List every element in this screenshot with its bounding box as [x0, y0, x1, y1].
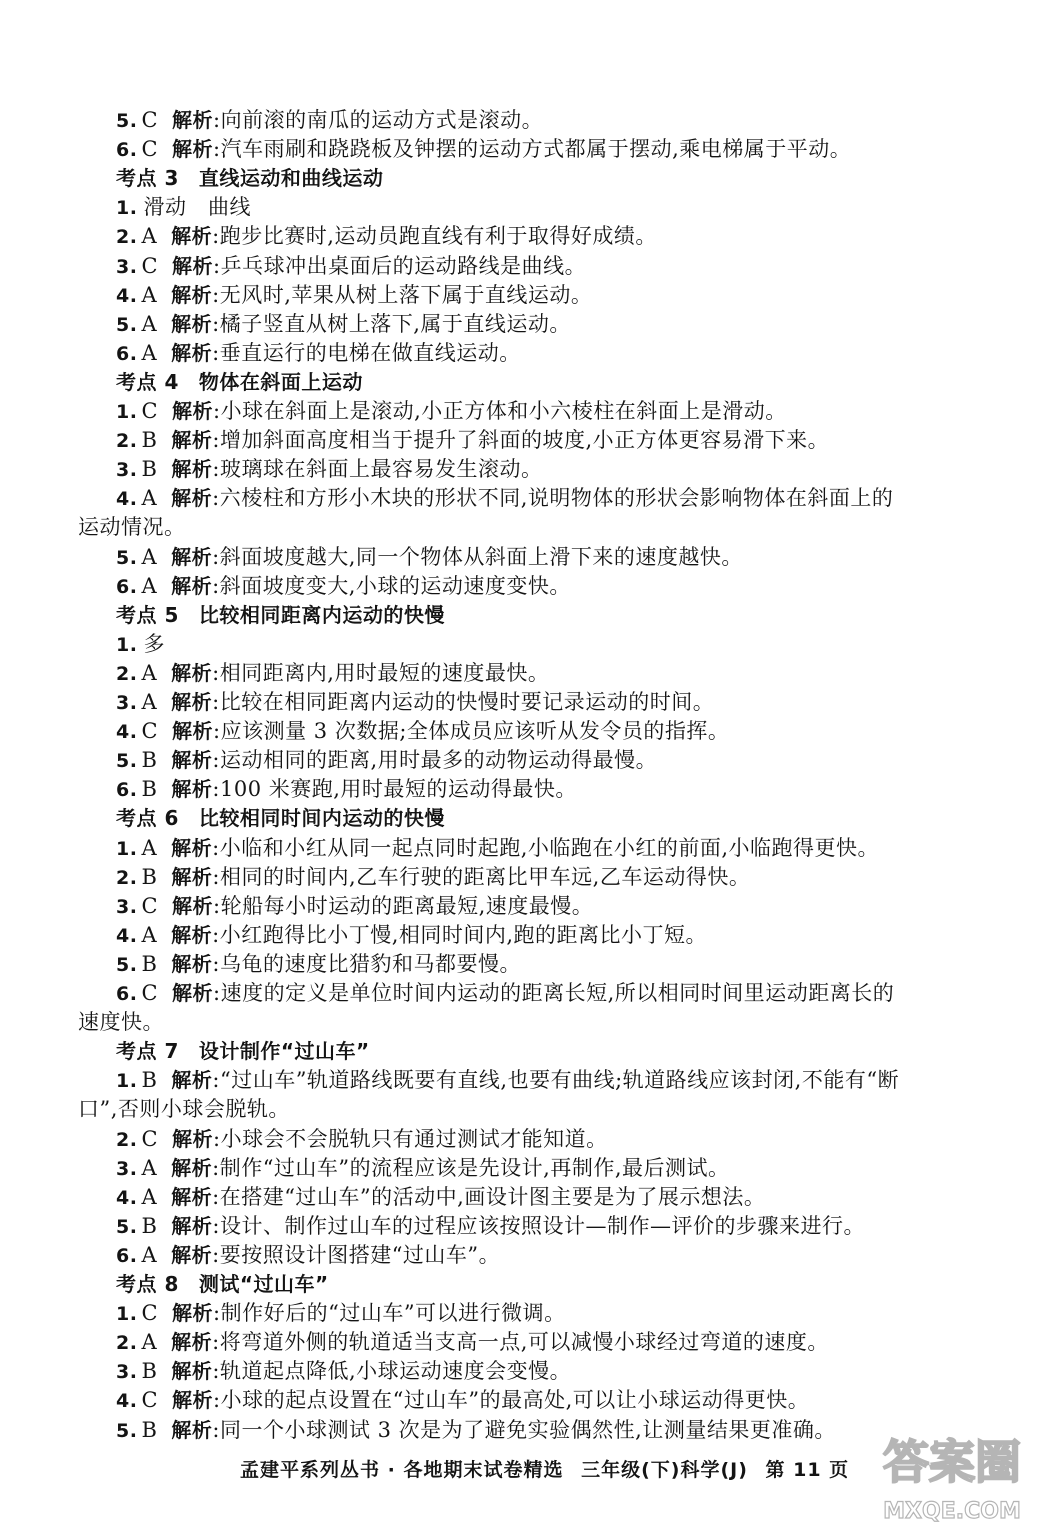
question-number: 3. — [116, 1361, 138, 1384]
section-heading — [116, 368, 363, 396]
section-heading — [116, 804, 445, 832]
answer-choice: A — [141, 282, 158, 307]
question-number: 4. — [116, 1186, 138, 1209]
answer-item — [116, 543, 743, 572]
answer-item — [116, 746, 657, 775]
answer-choice: A — [141, 1242, 158, 1267]
question-number: 1. — [116, 633, 138, 656]
question-number: 2. — [116, 1128, 138, 1151]
answer-choice: A — [141, 835, 158, 860]
answer-item — [116, 1386, 809, 1415]
answer-choice: C — [141, 137, 159, 162]
answer-item — [116, 950, 521, 979]
answer-item — [116, 1357, 571, 1386]
analysis-label: 解析 — [171, 1068, 213, 1093]
section-title: 比较相同距离内运动的快慢 — [198, 602, 445, 627]
answer-text: :小球在斜面上是滚动,小正方体和小六棱柱在斜面上是滑动。 — [213, 399, 787, 423]
answer-text: :“过山车”轨道路线既要有直线,也要有曲线;轨道路线应该封闭,不能有“断 — [212, 1068, 900, 1093]
analysis-label: 解析 — [172, 399, 214, 423]
question-number: 3. — [116, 1157, 138, 1180]
question-number: 1. — [116, 1070, 138, 1093]
answer-choice: A — [141, 224, 158, 249]
answer-item — [116, 455, 542, 484]
watermark-domain: MXQE.COM — [883, 1499, 1021, 1524]
answer-text: :在搭建“过山车”的活动中,画设计图主要是为了展示想法。 — [212, 1184, 766, 1209]
answer-text: :汽车雨刷和跷跷板及钟摆的运动方式都属于摆动,乘电梯属于平动。 — [213, 137, 852, 162]
analysis-label: 解析 — [171, 457, 213, 482]
answer-item — [116, 426, 829, 455]
answer-text: :玻璃球在斜面上最容易发生滚动。 — [212, 457, 543, 482]
answer-item — [116, 1328, 829, 1357]
answer-item — [116, 339, 521, 368]
answer-choice: C — [141, 253, 159, 278]
page-footer — [240, 1455, 859, 1482]
answer-text: :相同距离内,用时最短的速度最快。 — [212, 660, 550, 685]
analysis-label: 解析 — [171, 486, 213, 511]
answer-text: :向前滚的南瓜的运动方式是滚动。 — [213, 108, 544, 132]
answer-choice: A — [141, 1155, 158, 1180]
answer-item — [116, 1125, 608, 1154]
answer-item — [116, 1241, 500, 1270]
answer-text: :运动相同的距离,用时最多的动物运动得最慢。 — [212, 748, 658, 773]
question-number: 5. — [116, 110, 138, 132]
answer-text: :六棱柱和方形小木块的形状不同,说明物体的形状会影响物体在斜面上的 — [212, 486, 894, 511]
answer-item — [116, 1416, 836, 1445]
answer-item — [116, 775, 577, 804]
answer-text: :小球会不会脱轨只有通过测试才能知道。 — [213, 1126, 608, 1151]
answer-text: :轮船每小时运动的距离最短,速度最慢。 — [213, 893, 594, 918]
answer-choice: B — [141, 1359, 158, 1384]
question-number: 6. — [116, 342, 138, 365]
answer-item — [116, 1212, 865, 1241]
answer-choice: A — [141, 1330, 158, 1355]
answer-choice: A — [141, 544, 158, 569]
section-number: 考点 8 — [116, 1272, 179, 1296]
answer-item — [116, 397, 787, 426]
question-number: 5. — [116, 313, 138, 336]
analysis-label: 解析 — [171, 428, 213, 453]
section-heading — [116, 1270, 329, 1298]
answer-item — [116, 572, 571, 601]
watermark-logo — [872, 1418, 1032, 1530]
answer-continuation: 口”,否则小球会脱轨。 — [78, 1097, 290, 1122]
answer-item — [116, 979, 894, 1008]
answer-text: :乒乓球冲出桌面后的运动路线是曲线。 — [213, 253, 587, 278]
answer-item — [116, 717, 729, 746]
question-number: 4. — [116, 1390, 138, 1413]
answer-text: :跑步比赛时,运动员跑直线有利于取得好成绩。 — [212, 224, 657, 249]
answer-item — [116, 630, 165, 659]
answer-choice: C — [141, 1388, 159, 1413]
analysis-label: 解析 — [172, 1126, 214, 1151]
answer-choice: A — [141, 660, 158, 685]
answer-text: :将弯道外侧的轨道适当支高一点,可以减慢小球经过弯道的速度。 — [212, 1330, 829, 1355]
analysis-label: 解析 — [171, 1417, 213, 1442]
question-number: 2. — [116, 1332, 138, 1355]
analysis-label: 解析 — [171, 1155, 213, 1180]
question-number: 2. — [116, 226, 138, 249]
answer-text: :100 米赛跑,用时最短的运动得最快。 — [212, 777, 577, 802]
answer-choice: C — [141, 1126, 159, 1151]
answer-text: :制作好后的“过山车”可以进行微调。 — [213, 1301, 566, 1326]
answer-text: :垂直运行的电梯在做直线运动。 — [212, 340, 521, 365]
analysis-label: 解析 — [172, 893, 214, 918]
question-number: 6. — [116, 1244, 138, 1267]
question-number: 5. — [116, 546, 138, 569]
answer-choice: C — [141, 1301, 159, 1326]
answer-choice: B — [141, 748, 158, 773]
question-number: 6. — [116, 983, 138, 1005]
answer-text: :比较在相同距离内运动的快慢时要记录运动的时间。 — [212, 690, 715, 714]
question-number: 6. — [116, 575, 138, 598]
answer-text: :小球的起点设置在“过山车”的最高处,可以让小球运动得更快。 — [213, 1388, 810, 1413]
analysis-label: 解析 — [171, 922, 213, 947]
question-number: 1. — [116, 837, 138, 860]
answer-item — [116, 1183, 765, 1212]
answer-item — [116, 310, 571, 339]
answer-choice: B — [141, 1417, 158, 1442]
question-number: 4. — [116, 924, 138, 947]
answer-text: :应该测量 3 次数据;全体成员应该听从发令员的指挥。 — [213, 719, 730, 744]
answer-text: :要按照设计图搭建“过山车”。 — [212, 1242, 501, 1267]
answer-choice: A — [141, 922, 158, 947]
analysis-label: 解析 — [172, 253, 214, 278]
section-number: 考点 5 — [116, 602, 179, 627]
answer-item — [116, 659, 549, 688]
section-heading — [116, 1037, 370, 1065]
analysis-label: 解析 — [172, 1388, 214, 1413]
answer-text: :斜面坡度越大,同一个物体从斜面上滑下来的速度越快。 — [212, 544, 743, 569]
question-number: 5. — [116, 1215, 138, 1238]
section-title: 比较相同时间内运动的快慢 — [198, 806, 445, 831]
answer-choice: B — [141, 777, 158, 802]
answer-item — [116, 135, 851, 164]
section-number: 考点 4 — [116, 369, 179, 394]
answer-choice: C — [141, 981, 159, 1005]
question-number: 3. — [116, 459, 138, 482]
analysis-label: 解析 — [171, 835, 213, 860]
analysis-label: 解析 — [171, 224, 213, 249]
analysis-label: 解析 — [171, 1242, 213, 1267]
analysis-label: 解析 — [171, 1330, 213, 1355]
analysis-label: 解析 — [171, 573, 213, 598]
analysis-label: 解析 — [172, 719, 214, 744]
answer-item — [116, 281, 592, 310]
answer-text: :设计、制作过山车的过程应该按照设计—制作—评价的步骤来进行。 — [212, 1213, 865, 1238]
section-title: 设计制作“过山车” — [198, 1039, 370, 1064]
answer-choice: C — [141, 108, 159, 132]
analysis-label: 解析 — [171, 777, 213, 802]
section-title: 物体在斜面上运动 — [198, 369, 363, 394]
question-number: 5. — [116, 750, 138, 773]
analysis-label: 解析 — [172, 108, 214, 132]
question-number: 2. — [116, 662, 138, 685]
answer-choice: B — [141, 457, 158, 482]
answer-item — [116, 863, 750, 892]
question-number: 2. — [116, 866, 138, 889]
question-number: 1. — [116, 401, 138, 423]
answer-text: 多 — [143, 631, 165, 656]
analysis-label: 解析 — [172, 137, 214, 162]
question-number: 3. — [116, 895, 138, 918]
question-number: 6. — [116, 139, 138, 162]
question-number: 4. — [116, 721, 138, 744]
answer-text: :轨道起点降低,小球运动速度会变慢。 — [212, 1359, 572, 1384]
footer-series: 孟建平系列丛书 · 各地期末试卷精选 — [240, 1459, 564, 1481]
answer-choice: B — [141, 864, 158, 889]
section-title: 测试“过山车” — [198, 1272, 329, 1296]
question-number: 1. — [116, 1303, 138, 1326]
analysis-label: 解析 — [171, 864, 213, 889]
footer-page-number: 第 11 页 — [765, 1459, 850, 1481]
answer-item — [116, 222, 657, 251]
answer-item — [116, 688, 714, 717]
section-number: 考点 7 — [116, 1039, 179, 1064]
analysis-label: 解析 — [171, 282, 213, 307]
analysis-label: 解析 — [171, 311, 213, 336]
question-number: 2. — [116, 430, 138, 453]
analysis-label: 解析 — [171, 1184, 213, 1209]
section-heading — [116, 164, 383, 192]
analysis-label: 解析 — [171, 690, 213, 714]
answer-choice: C — [141, 719, 159, 744]
answer-text: :小红跑得比小丁慢,相同时间内,跑的距离比小丁短。 — [212, 922, 708, 947]
watermark-main: 答案圈 — [883, 1435, 1021, 1489]
answer-text: :小临和小红从同一起点同时起跑,小临跑在小红的前面,小临跑得更快。 — [212, 835, 880, 860]
question-number: 5. — [116, 1419, 138, 1442]
answer-choice: B — [141, 1068, 158, 1093]
answer-text: :制作“过山车”的流程应该是先设计,再制作,最后测试。 — [212, 1155, 730, 1180]
answer-item — [116, 252, 586, 281]
question-number: 3. — [116, 692, 138, 714]
answer-choice: A — [141, 690, 158, 714]
section-number: 考点 3 — [116, 166, 179, 191]
answer-text: :相同的时间内,乙车行驶的距离比甲车远,乙车运动得快。 — [212, 864, 751, 889]
question-number: 4. — [116, 488, 138, 511]
answer-item — [116, 921, 707, 950]
answer-choice: C — [141, 399, 159, 423]
answer-item — [116, 1066, 899, 1095]
analysis-label: 解析 — [171, 1359, 213, 1384]
answer-item — [116, 106, 543, 135]
answer-continuation: 速度快。 — [78, 1010, 164, 1035]
analysis-label: 解析 — [171, 1213, 213, 1238]
answer-text: 滑动 曲线 — [143, 195, 251, 220]
answer-text: :乌龟的速度比猎豹和马都要慢。 — [212, 951, 521, 976]
answer-choice: B — [141, 951, 158, 976]
analysis-label: 解析 — [171, 951, 213, 976]
answer-choice: C — [141, 893, 159, 918]
answer-item — [116, 193, 251, 222]
analysis-label: 解析 — [171, 660, 213, 685]
section-number: 考点 6 — [116, 806, 179, 831]
answer-choice: B — [141, 428, 158, 453]
answer-text: :斜面坡度变大,小球的运动速度变快。 — [212, 573, 571, 598]
question-number: 3. — [116, 255, 138, 278]
section-title: 直线运动和曲线运动 — [198, 166, 384, 191]
section-heading — [116, 601, 445, 629]
analysis-label: 解析 — [171, 544, 213, 569]
answer-item — [116, 1299, 566, 1328]
answer-choice: A — [141, 573, 158, 598]
answer-item — [116, 484, 893, 513]
analysis-label: 解析 — [172, 1301, 214, 1326]
analysis-label: 解析 — [172, 981, 214, 1005]
question-number: 1. — [116, 197, 138, 220]
answer-continuation: 运动情况。 — [78, 515, 186, 540]
analysis-label: 解析 — [171, 748, 213, 773]
answer-text: :橘子竖直从树上落下,属于直线运动。 — [212, 311, 571, 336]
answer-item — [116, 892, 593, 921]
answer-choice: A — [141, 486, 158, 511]
answer-item — [116, 1154, 730, 1183]
answer-choice: B — [141, 1213, 158, 1238]
question-number: 4. — [116, 284, 138, 307]
answer-text: :速度的定义是单位时间内运动的距离长短,所以相同时间里运动距离长的 — [213, 981, 895, 1005]
answer-choice: A — [141, 1184, 158, 1209]
answer-text: :无风时,苹果从树上落下属于直线运动。 — [212, 282, 593, 307]
question-number: 6. — [116, 779, 138, 802]
answer-text: :同一个小球测试 3 次是为了避免实验偶然性,让测量结果更准确。 — [212, 1417, 836, 1442]
analysis-label: 解析 — [171, 340, 213, 365]
answer-item — [116, 834, 879, 863]
answer-text: :增加斜面高度相当于提升了斜面的坡度,小正方体更容易滑下来。 — [212, 428, 830, 453]
footer-grade: 三年级(下)科学(J) — [581, 1459, 748, 1481]
answer-choice: A — [141, 311, 158, 336]
question-number: 5. — [116, 953, 138, 976]
answer-choice: A — [141, 340, 158, 365]
